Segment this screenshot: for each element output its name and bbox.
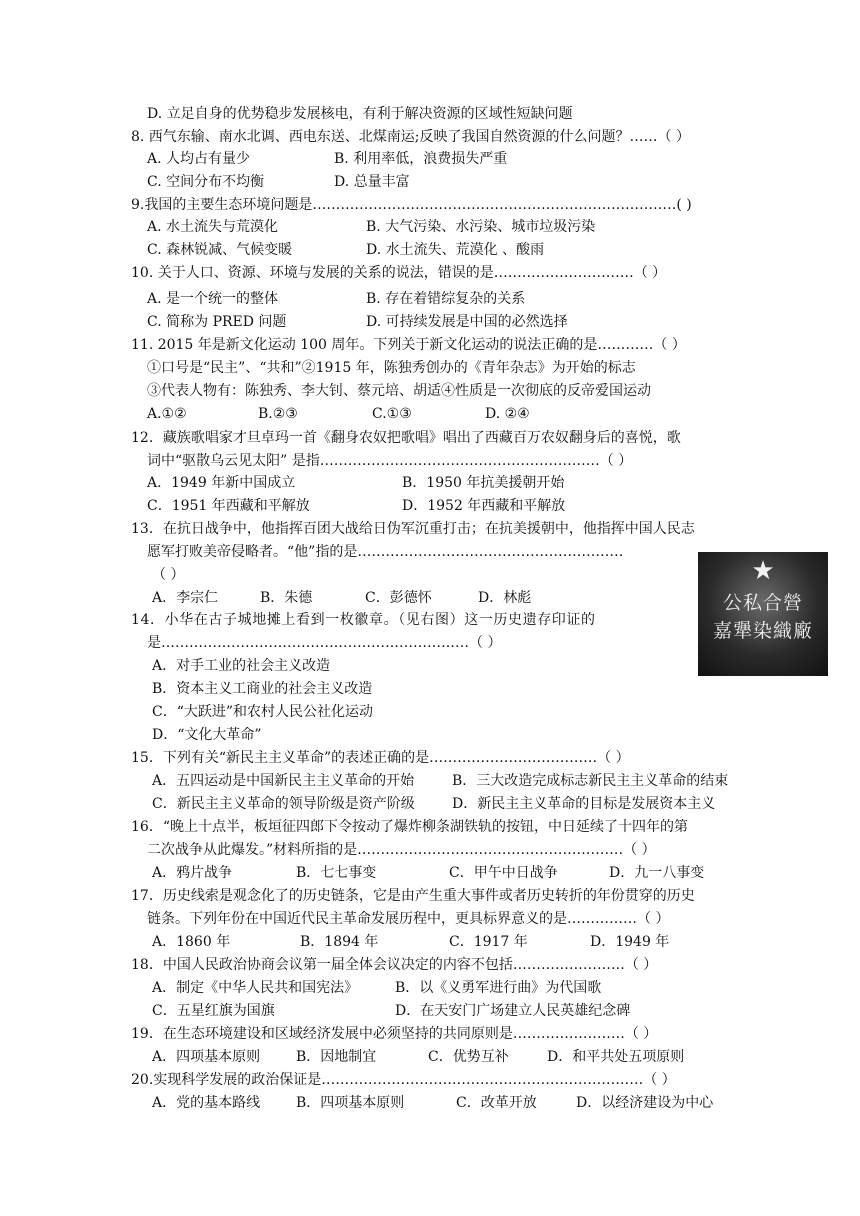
question-14: 14．小华在古子城地摊上看到一枚徽章。（见右图）这一历史遗存印证的 — [131, 612, 596, 628]
q11-option-d: D. ②④ — [485, 406, 530, 422]
q15-option-c: C．新民主主义革命的领导阶级是资产阶级 — [152, 796, 415, 812]
q15-option-b: B．三大改造完成标志新民主主义革命的结束 — [452, 773, 729, 789]
badge-text-line1: 公私合營 — [722, 592, 803, 614]
q19-option-d: D．和平共处五项原则 — [547, 1049, 685, 1065]
question-17-cont: 链条。下列年份在中国近代民主革命发展历程中，更具标界意义的是……………（ ） — [147, 911, 670, 927]
q11-option-b: B.②③ — [258, 406, 298, 422]
q9-options-row1 — [0, 217, 860, 237]
q17-option-b: B．1894 年 — [300, 934, 379, 950]
q9-option-c: C. 森林锐减、气候变暖 — [147, 242, 293, 258]
q11-statements-2: ③代表人物有：陈独秀、李大钊、蔡元培、胡适④性质是一次彻底的反帝爱国运动 — [147, 383, 651, 399]
q11-option-c: C.①③ — [372, 406, 412, 422]
q12-options-row2 — [0, 496, 860, 516]
question-14-cont: 是…………………………………………………………（ ） — [147, 635, 502, 651]
q8-options-row2 — [0, 172, 860, 192]
q18-option-b: B．以《义勇军进行曲》为代国歌 — [395, 980, 602, 996]
q19-options-row — [0, 1047, 860, 1067]
q19-option-c: C．优势互补 — [428, 1049, 509, 1065]
q12-options-row1 — [0, 473, 860, 493]
q20-option-d: D．以经济建设为中心 — [576, 1095, 714, 1111]
q12-option-b: B．1950 年抗美援朝开始 — [402, 475, 565, 491]
q9-option-d: D. 水土流失、荒漠化 、酸雨 — [366, 242, 545, 258]
q17-option-a: A．1860 年 — [152, 934, 231, 950]
question-18: 18．中国人民政治协商会议第一届全体会议决定的内容不包括……………………（ ） — [131, 957, 658, 973]
question-12-cont: 词中“驱散乌云见太阳” 是指……………………………………………………（ ） — [147, 453, 633, 469]
q20-option-c: C．改革开放 — [456, 1095, 537, 1111]
question-13-cont: 愿军打败美帝侵略者。“他”指的是………………………………………………… — [147, 544, 624, 560]
q20-option-b: B．四项基本原则 — [296, 1095, 405, 1111]
star-icon: ★ — [751, 556, 775, 586]
q7-option-d: D. 立足自身的优势稳步发展核电，有利于解决资源的区域性短缺问题 — [147, 106, 573, 122]
q10-option-c: C. 简称为 PRED 问题 — [147, 314, 287, 330]
question-9: 9.我国的主要生态环境问题是……………………………………………………………………( ) — [131, 197, 692, 213]
q10-options-row2 — [0, 312, 860, 332]
q17-option-c: C．1917 年 — [449, 934, 528, 950]
q16-option-a: A．鸦片战争 — [152, 865, 233, 881]
q13-options-row — [0, 588, 700, 608]
question-15: 15．下列有关“新民主主义革命”的表述正确的是………………………………（ ） — [131, 750, 630, 766]
q9-options-row2 — [0, 240, 860, 260]
q8-option-c: C. 空间分布不均衡 — [147, 174, 265, 190]
q8-option-d: D. 总量丰富 — [334, 174, 410, 190]
q15-options-row1 — [0, 771, 860, 791]
badge-photo — [698, 552, 828, 676]
q14-option-a: A．对手工业的社会主义改造 — [152, 658, 331, 674]
q16-option-d: D．九一八事变 — [609, 865, 705, 881]
q13-option-a: A．李宗仁 — [152, 590, 219, 606]
q14-option-c: C．“大跃进”和农村人民公社化运动 — [152, 704, 374, 720]
question-13: 13．在抗日战争中，他指挥百团大战给日伪军沉重打击；在抗美援朝中，他指挥中国人民志 — [131, 521, 695, 537]
q8-options-row1 — [0, 149, 860, 169]
q16-option-b: B．七七事变 — [296, 865, 377, 881]
q18-option-a: A．制定《中华人民共和国宪法》 — [152, 980, 359, 996]
q14-option-b: B．资本主义工商业的社会主义改造 — [152, 681, 373, 697]
q16-option-c: C．甲午中日战争 — [449, 865, 558, 881]
q18-options-row2 — [0, 1001, 860, 1021]
q13-option-d: D．林彪 — [478, 590, 532, 606]
q10-option-d: D. 可持续发展是中国的必然选择 — [366, 314, 568, 330]
q8-option-b: B. 利用率低，浪费损失严重 — [334, 151, 508, 167]
question-16-cont: 二次战争从此爆发。”材料所指的是…………………………………………………（ ） — [147, 842, 656, 858]
q9-option-b: B. 大气污染、水污染、城市垃圾污染 — [366, 219, 596, 235]
question-11: 11. 2015 年是新文化运动 100 周年。下列关于新文化运动的说法正确的是…………（ ） — [131, 337, 686, 353]
q10-option-a: A. 是一个统一的整体 — [147, 291, 279, 307]
q12-option-c: C．1951 年西藏和平解放 — [147, 498, 310, 514]
q11-option-a: A.①② — [147, 406, 187, 422]
question-16: 16．“晚上十点半，板垣征四郎下令按动了爆炸柳条湖铁轨的按钮，中日延续了十四年的第 — [131, 819, 688, 835]
q10-option-b: B. 存在着错综复杂的关系 — [366, 291, 526, 307]
q11-statements-1: ①口号是“民主”、“共和”②1915 年，陈独秀创办的《青年杂志》为开始的标志 — [147, 360, 636, 376]
question-20: 20.实现科学发展的政治保证是……………………………………………………………（ ） — [131, 1072, 676, 1088]
q14-option-d: D．“文化大革命” — [152, 727, 262, 743]
q12-option-d: D．1952 年西藏和平解放 — [402, 498, 566, 514]
q15-options-row2 — [0, 794, 860, 814]
q16-options-row — [0, 863, 860, 883]
q18-option-c: C．五星红旗为国旗 — [152, 1003, 275, 1019]
q8-option-a: A. 人均占有量少 — [147, 151, 251, 167]
q10-options-row1 — [0, 289, 860, 309]
q18-option-d: D．在天安门广场建立人民英雄纪念碑 — [395, 1003, 631, 1019]
q15-option-d: D．新民主主义革命的目标是发展资本主义 — [452, 796, 716, 812]
question-10: 10. 关于人口、资源、环境与发展的关系的说法，错误的是…………………………（ ） — [131, 265, 667, 281]
q17-option-d: D．1949 年 — [590, 934, 670, 950]
q12-option-a: A．1949 年新中国成立 — [147, 475, 296, 491]
question-8: 8. 西气东输、南水北调、西电东送、北煤南运;反映了我国自然资源的什么问题？……（ ） — [131, 129, 690, 145]
q15-option-a: A．五四运动是中国新民主主义革命的开始 — [152, 773, 415, 789]
question-19: 19．在生态环境建设和区域经济发展中必须坚持的共同原则是……………………（ ） — [131, 1026, 658, 1042]
q20-option-a: A．党的基本路线 — [152, 1095, 261, 1111]
q18-options-row1 — [0, 978, 860, 998]
question-17: 17．历史线索是观念化了的历史链条，它是由产生重大事件或者历史转折的年份贯穿的历史 — [131, 888, 695, 904]
q20-options-row — [0, 1093, 860, 1113]
q9-option-a: A. 水土流失与荒漠化 — [147, 219, 279, 235]
q13-option-b: B．朱德 — [260, 590, 313, 606]
q19-option-b: B．因地制宜 — [296, 1049, 377, 1065]
q17-options-row — [0, 932, 860, 952]
q19-option-a: A．四项基本原则 — [152, 1049, 261, 1065]
q11-options-row — [0, 404, 860, 424]
question-13-answer-blank: （ ） — [152, 567, 185, 583]
badge-text-line2: 嘉犟染織廠 — [712, 620, 813, 642]
q13-option-c: C．彭德怀 — [365, 590, 432, 606]
question-12: 12．藏族歌唱家才旦卓玛一首《翻身农奴把歌唱》唱出了西藏百万农奴翻身后的喜悦，歌 — [131, 430, 681, 446]
